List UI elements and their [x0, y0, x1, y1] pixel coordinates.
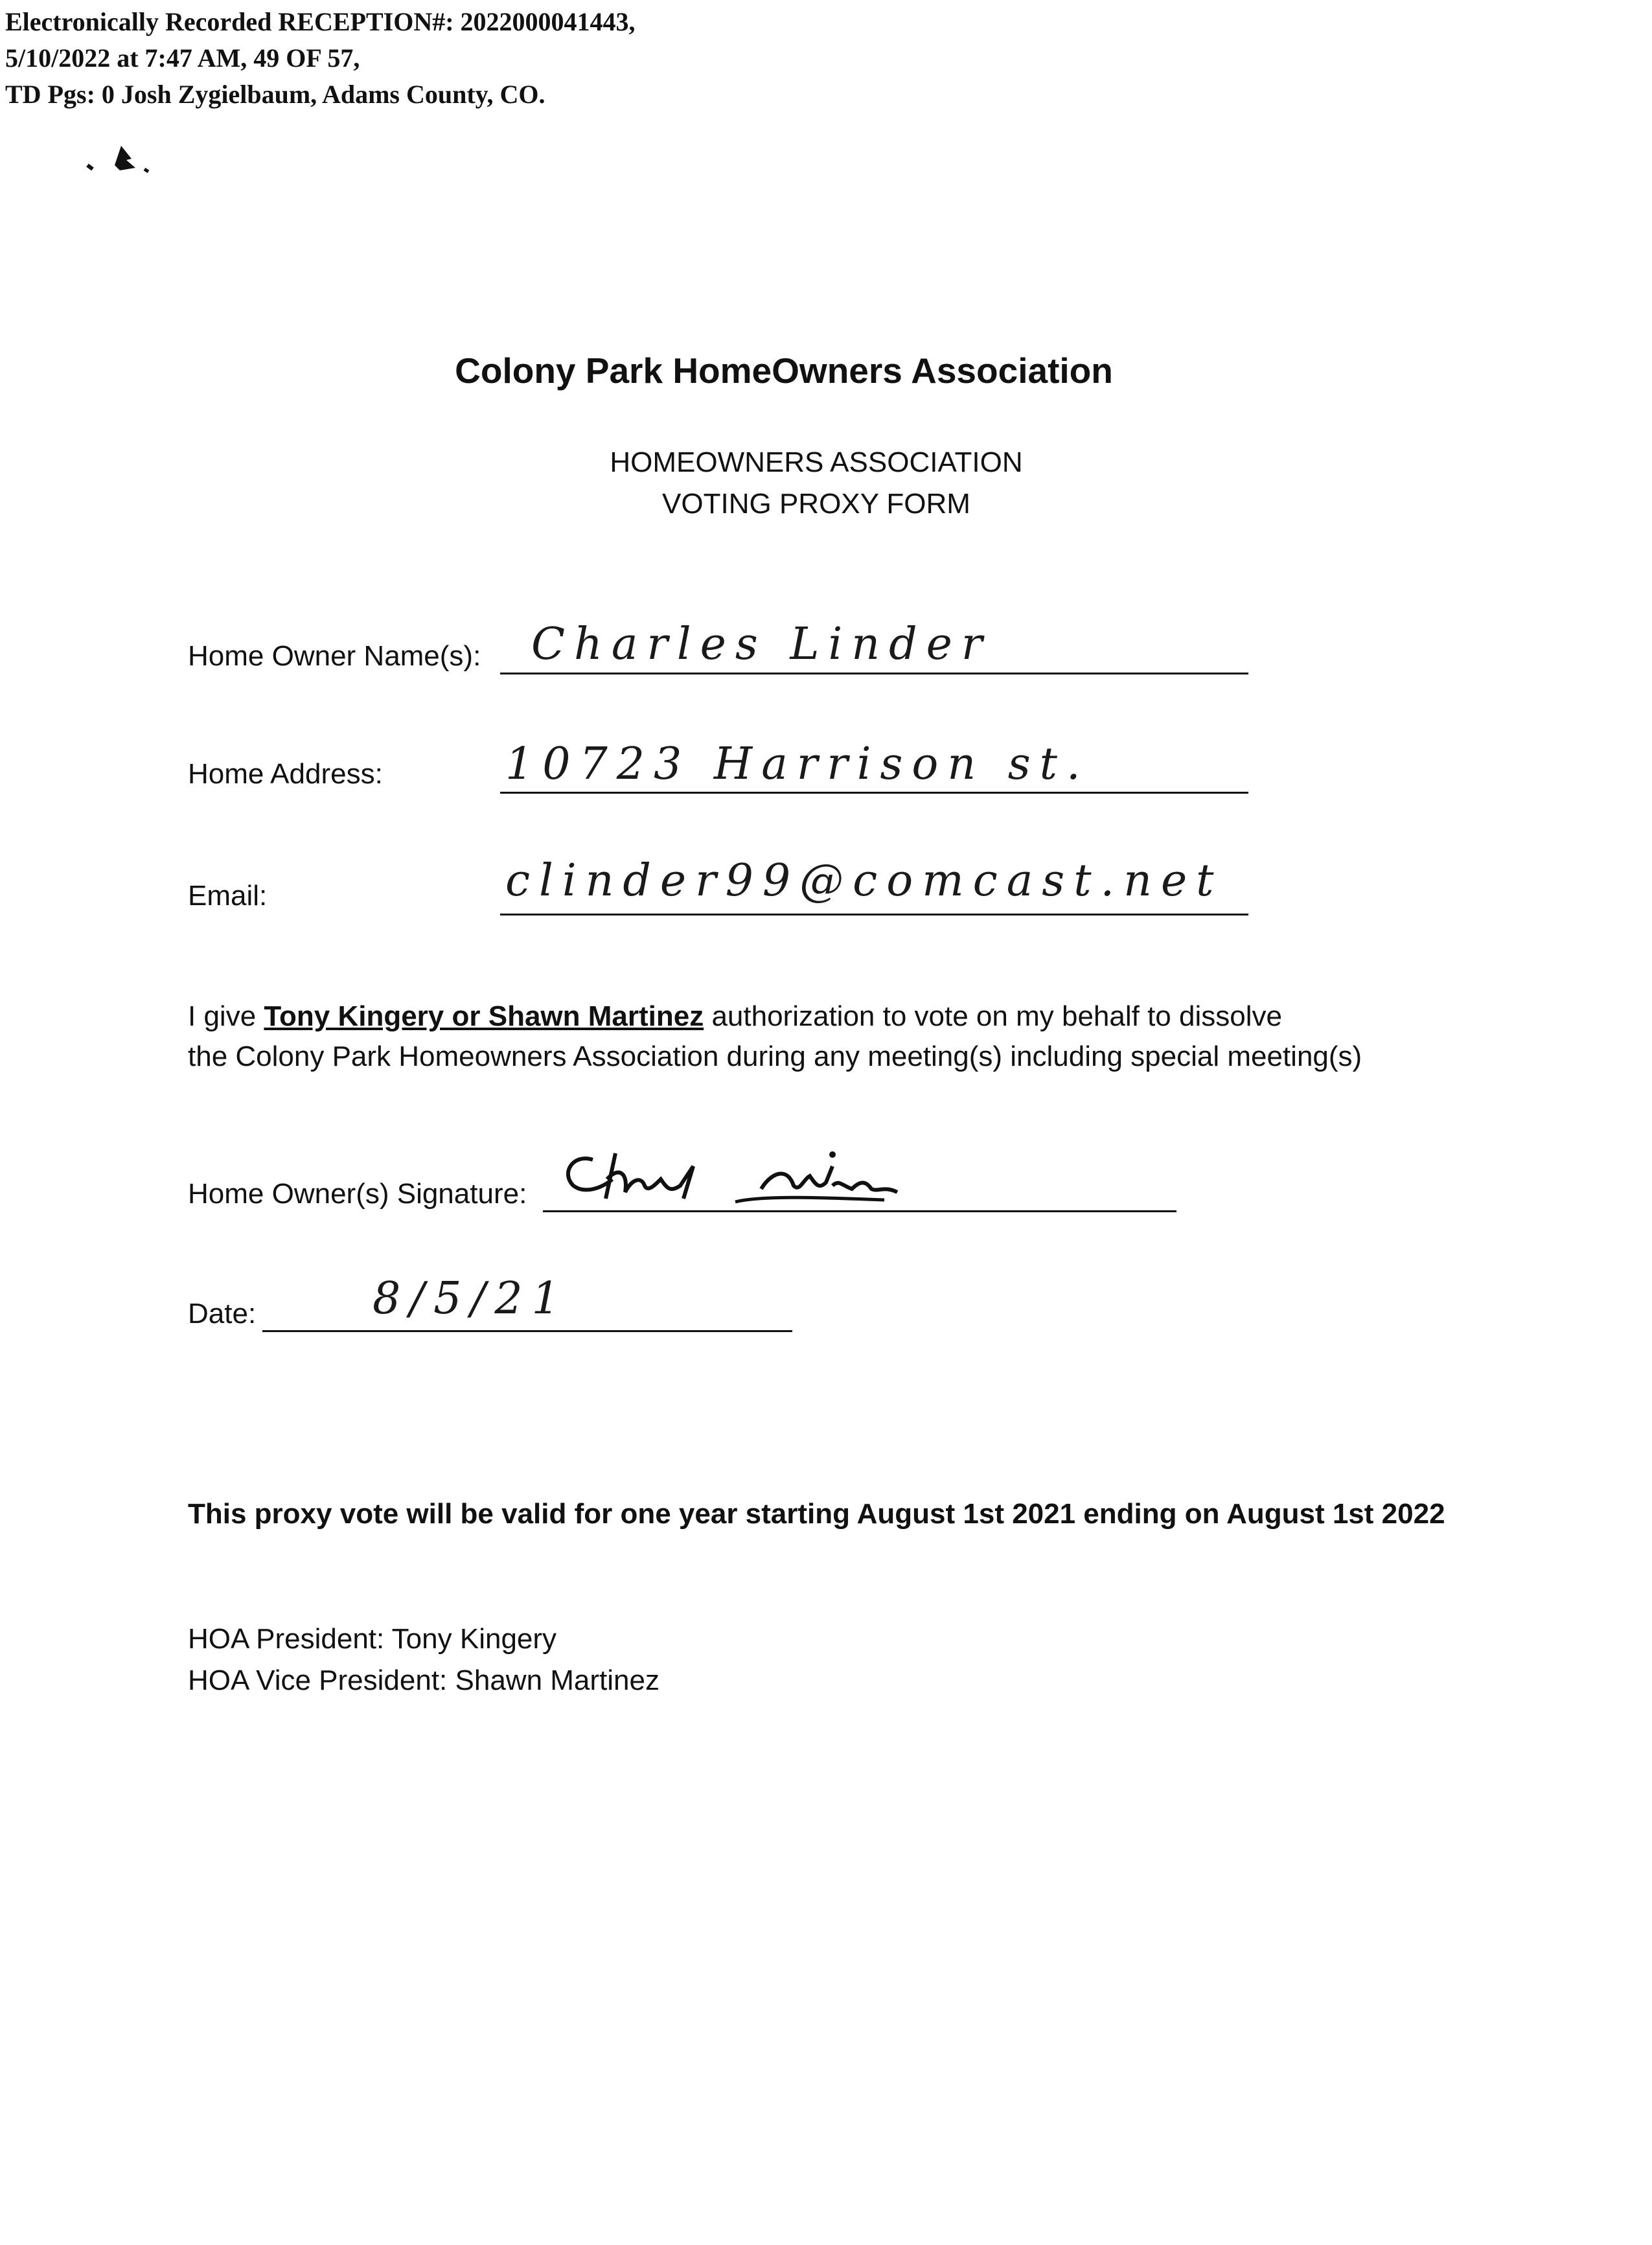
owner-name-value[interactable]: Charles Linder [531, 619, 992, 670]
owner-name-line [500, 673, 1248, 674]
address-label: Home Address: [188, 758, 383, 790]
signature-label: Home Owner(s) Signature: [188, 1178, 527, 1210]
date-value[interactable]: 8/5/21 [373, 1273, 569, 1324]
authorization-prefix: I give [188, 1000, 264, 1032]
authorization-line1 [188, 996, 1362, 1037]
email-value[interactable]: clinder99@comcast.net [505, 855, 1223, 906]
authorization-paragraph [188, 996, 1362, 1077]
date-label: Date: [188, 1298, 257, 1330]
recording-stamp [5, 4, 636, 113]
authorization-line2: the Colony Park Homeowners Association during any meeting(s) including special meeting(s) [188, 1041, 1362, 1072]
email-label: Email: [188, 880, 268, 912]
subtitle-line2: VOTING PROXY FORM [662, 488, 970, 520]
form-subtitle [0, 442, 1633, 525]
signature-line [543, 1210, 1176, 1212]
authorization-suffix: authorization to vote on my behalf to dissolve [704, 1000, 1282, 1032]
subtitle-line1: HOMEOWNERS ASSOCIATION [610, 446, 1023, 478]
handwritten-signature[interactable] [547, 1140, 949, 1218]
validity-note: This proxy vote will be valid for one year starting August 1st 2021 ending on August 1st 2022 [188, 1498, 1445, 1530]
proxy-names: Tony Kingery or Shawn Martinez [264, 1000, 704, 1032]
form-title: Colony Park HomeOwners Association [455, 351, 1113, 391]
recording-stamp-line3: TD Pgs: 0 Josh Zygielbaum, Adams County, CO. [5, 80, 545, 109]
email-line [500, 914, 1248, 915]
recording-stamp-line2: 5/10/2022 at 7:47 AM, 49 OF 57, [5, 43, 360, 73]
hoa-vice-president: HOA Vice President: Shawn Martinez [188, 1664, 660, 1696]
address-line [500, 792, 1248, 794]
owner-name-label: Home Owner Name(s): [188, 640, 481, 672]
address-value[interactable]: 10723 Harrison st. [505, 739, 1090, 790]
recording-stamp-line1: Electronically Recorded RECEPTION#: 2022000041443, [5, 7, 636, 36]
hoa-president: HOA President: Tony Kingery [188, 1623, 557, 1655]
scan-speck-mark [81, 139, 172, 185]
date-line [262, 1330, 792, 1332]
officers-block [188, 1618, 660, 1701]
